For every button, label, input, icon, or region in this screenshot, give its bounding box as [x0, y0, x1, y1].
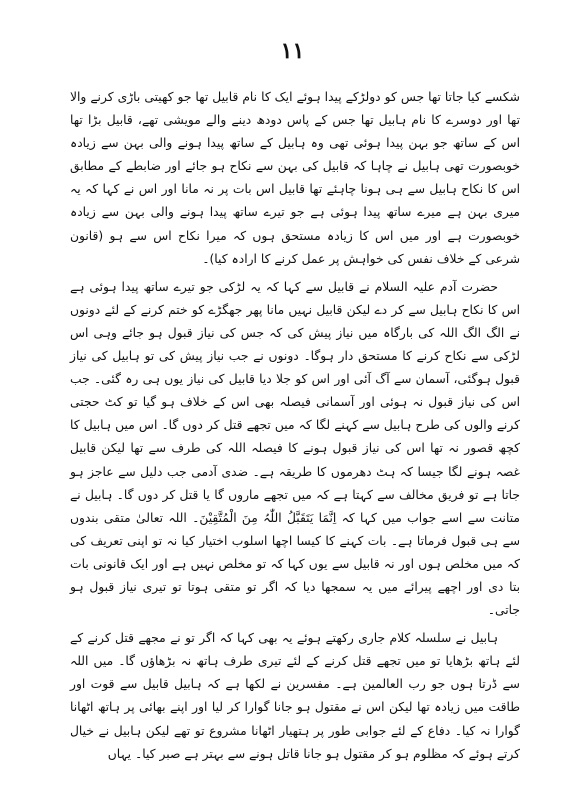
- body-text: [70, 86, 520, 771]
- paragraph-3: ہابیل نے سلسلہ کلام جاری رکھتے ہوئے یہ بھی کہا کہ اگر تو نے مجھے قتل کرنے کے لئے ہاتھ بڑھایا تو میں تجھے قتل کرنے کے لئے تیری طرف ہاتھ نہ بڑھاؤں گا۔ میں اللہ سے ڈرتا ہوں جو رب العالمین ہے۔ مفسرین نے لکھا ہے کہ ہابیل قابیل سے قوت اور طاقت میں زیادہ تھا لیکن اس نے مقتول ہو جانا گوارا کر لیا اور اپنے بھائی پر ہاتھ اٹھانا گوارا نہ کیا۔ دفاع کے لئے جوابی طور پر ہتھیار اٹھانا مشروع تو تھے لیکن ہابیل نے خیال کرتے ہوئے کہ مظلوم ہو کر مقتول ہو جانا قاتل ہونے سے بہتر ہے صبر کیا۔ یہاں: [70, 631, 520, 761]
- page-number: ۱۱: [280, 38, 305, 64]
- paragraph-1: شکسے کیا جاتا تھا جس کو دولڑکے پیدا ہوئے ایک کا نام قابیل تھا جو کھیتی باڑی کرنے والا تھا اور دوسرے کا نام ہابیل تھا جس کے پاس دودھ دینے والے مویشی تھے، قابیل بڑا تھا اس کے ساتھ جو بہن پیدا ہوئی تھی وہ ہابیل کے ساتھ پیدا ہونے والی بہن سے زیادہ خوبصورت تھی ہابیل نے چاہا کہ قابیل کی بہن سے نکاح ہو جائے اور ضابطے کے مطابق اس کا نکاح ہابیل سے ہی ہونا چاہئے تھا قابیل اس بات پر نہ مانا اور اس نے کہا کہ یہ میری بہن ہے میرے ساتھ پیدا ہوئی ہے جو تیرے ساتھ پیدا ہونے والی بہن سے زیادہ خوبصورت ہے اور میں اس کا زیادہ مستحق ہوں کہ میرا نکاح اس سے ہو (قانون شرعی کے خلاف نفس کی خواہش پر عمل کرنے کا ارادہ کیا)۔: [70, 90, 520, 266]
- paragraph-2: حضرت آدم علیہ السلام نے قابیل سے کہا کہ یہ لڑکی جو تیرے ساتھ پیدا ہوئی ہے اس کا نکاح ہابیل سے کر دے لیکن قابیل نہیں مانا پھر جھگڑے کو ختم کرنے کے لئے دونوں نے الگ الگ اللہ کی بارگاہ میں نیاز پیش کی کہ جس کی نیاز قبول ہو جائے وہی اس لڑکی سے نکاح کرنے کا مستحق دار ہوگا۔ دونوں نے جب نیاز پیش کی تو ہابیل کی نیاز قبول ہوگئی، آسمان سے آگ آئی اور اس کو جلا دیا قابیل کی نیاز یوں ہی رہ گئی۔ جب اس کی نیاز قبول نہ ہوئی اور آسمانی فیصلہ بھی اس کے خلاف ہو گیا تو کٹ حجتی کرنے والوں کی طرح ہابیل سے کہنے لگا کہ میں تجھے قتل کر دوں گا۔ اس میں ہابیل کا کچھ قصور نہ تھا اس کی نیاز قبول ہونے کا فیصلہ اللہ کی طرف سے تھا لیکن قابیل غصہ ہونے لگا جیسا کہ ہٹ دھرموں کا طریقہ ہے۔ ضدی آدمی جب دلیل سے عاجز ہو جاتا ہے تو فریق مخالف سے کہتا ہے کہ میں تجھے ماروں گا یا قتل کر دوں گا۔ ہابیل نے متانت سے اسے جواب میں کہا کہ اِنَّمَا یَتَقَبَّلُ اللّٰہُ مِنَ الْمُتَّقِیْنَ۔ اللہ تعالیٰ متقی بندوں سے ہی قبول فرماتا ہے۔ بات کہنے کا کیسا اچھا اسلوب اختیار کیا نہ تو اپنی تعریف کی کہ میں مخلص ہوں اور نہ قابیل سے یوں کہا کہ تو مخلص نہیں ہے اور ایک قانونی بات بتا دی اور اچھے پیرائے میں یہ سمجھا دیا کہ اگر تو متقی ہوتا تو تیری نیاز قبول ہو جاتی۔: [70, 279, 520, 618]
